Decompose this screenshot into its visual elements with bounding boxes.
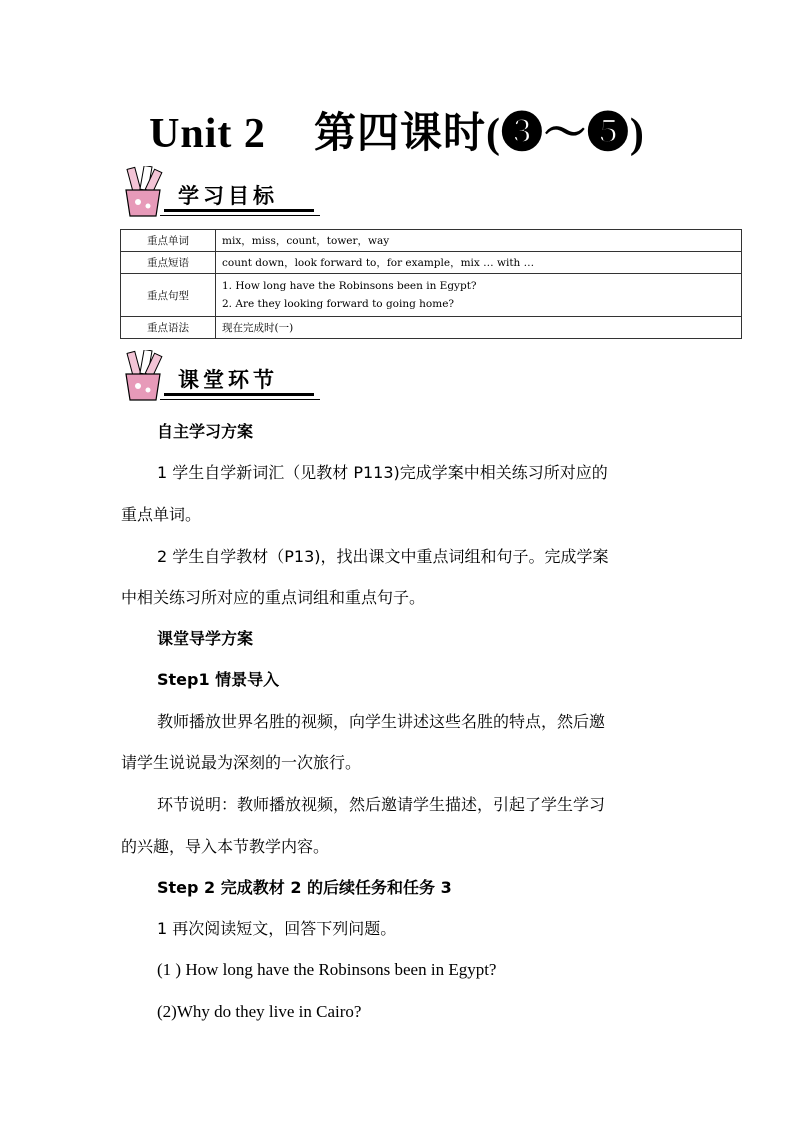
table-row [121,252,742,274]
goals-banner [120,166,320,220]
row-value-line: 1. How long have the Robinsons been in Egypt? [222,280,477,292]
paragraph-4-line-2: 的兴趣，导入本节教学内容。 [121,837,330,856]
row-value: 现在完成时(一) [216,317,742,339]
paragraph-4-line-1: 环节说明：教师播放视频，然后邀请学生描述，引起了学生学习 [157,795,606,814]
title-unit: Unit 2 [149,111,266,157]
table-row [121,317,742,339]
row-key: 重点短语 [121,252,216,274]
paragraph-1-line-1: 1 学生自学新词汇（见教材 P113)完成学案中相关练习所对应的 [157,463,608,482]
paragraph-5: 1 再次阅读短文，回答下列问题。 [157,919,397,938]
class-banner [120,350,320,404]
table-row [121,274,742,317]
row-key: 重点语法 [121,317,216,339]
paragraph-1-line-2: 重点单词。 [121,505,202,524]
paragraph-3-line-2: 请学生说说最为深刻的一次旅行。 [121,753,362,772]
class-heading: 课堂导学方案 [157,629,254,648]
goals-banner-label: 学习目标 [164,182,314,212]
step1-heading: Step1 情景导入 [157,670,280,689]
row-value: mix，miss，count，tower，way [216,230,742,252]
paragraph-2-line-2: 中相关练习所对应的重点词组和重点句子。 [121,588,426,607]
title-lesson: 第四课时(❸～❺) [313,111,645,157]
goals-table [120,229,742,339]
page-title [0,100,794,160]
class-banner-label: 课堂环节 [164,366,314,396]
question-2: (2)Why do they live in Cairo? [157,1002,362,1021]
row-key: 重点句型 [121,274,216,317]
question-1: (1 ) How long have the Robinsons been in Egypt? [157,960,497,979]
table-row [121,230,742,252]
self-study-heading: 自主学习方案 [157,422,254,441]
row-value-line: 2. Are they looking forward to going home? [222,298,455,310]
row-key: 重点单词 [121,230,216,252]
row-value: count down，look forward to，for example，mix … with … [216,252,742,274]
paragraph-3-line-1: 教师播放世界名胜的视频，向学生讲述这些名胜的特点，然后邀 [157,712,606,731]
row-value [216,274,742,317]
paragraph-2-line-1: 2 学生自学教材（P13)，找出课文中重点词组和句子。完成学案 [157,547,609,566]
step2-heading: Step 2 完成教材 2 的后续任务和任务 3 [157,878,452,897]
